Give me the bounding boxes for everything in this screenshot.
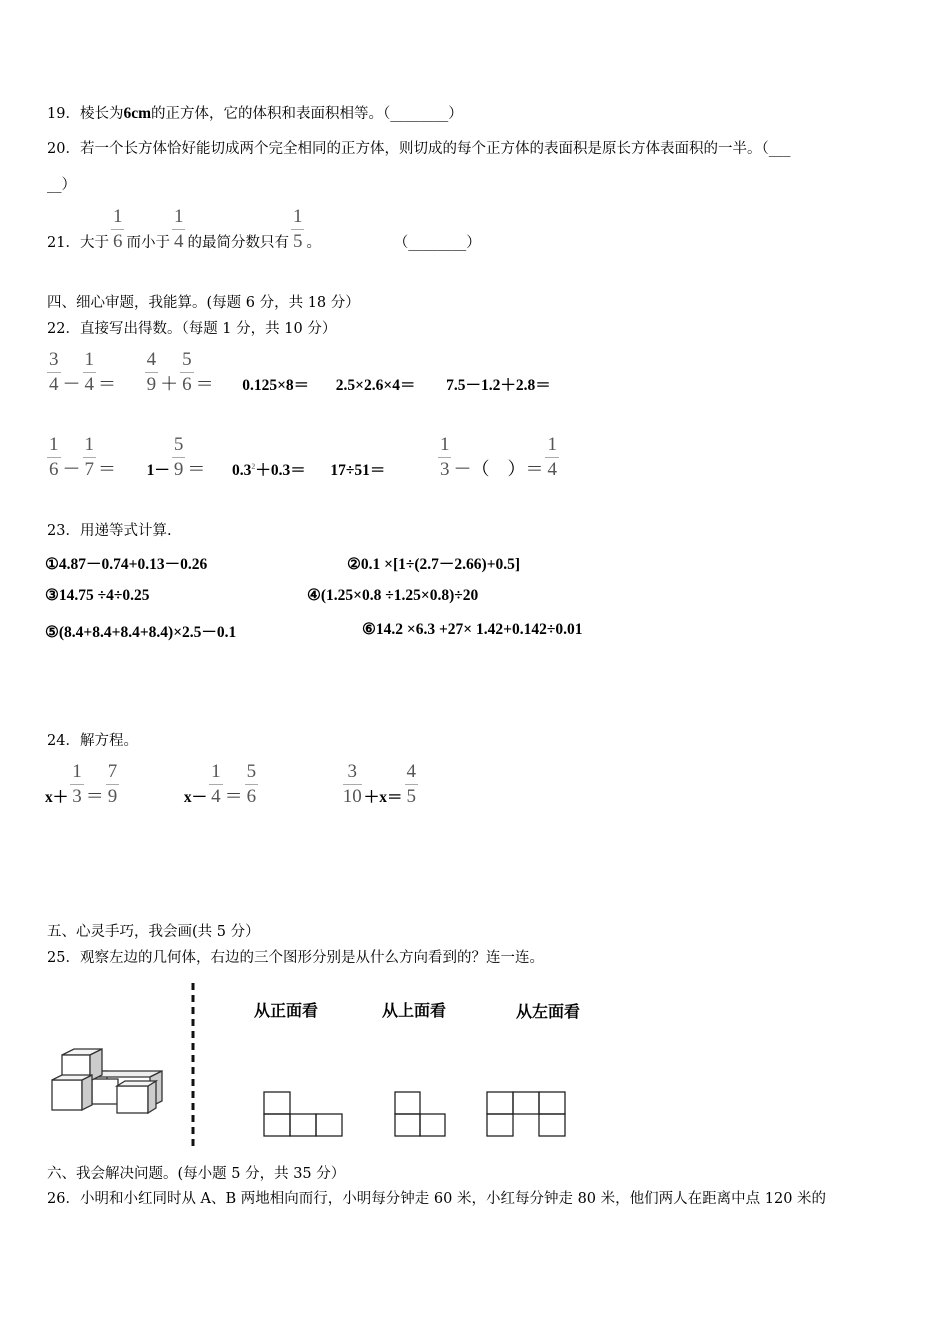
top-view-grid[interactable] bbox=[395, 1092, 445, 1136]
question-22 bbox=[47, 317, 336, 338]
equation-row bbox=[45, 760, 420, 809]
fraction bbox=[245, 760, 259, 809]
numerator: 1 bbox=[438, 433, 452, 458]
calc-item: ①4.87－0.74+0.13－0.26 bbox=[45, 556, 208, 573]
numerator: 1 bbox=[209, 760, 223, 785]
denominator: 4 bbox=[211, 786, 221, 807]
numerator: 5 bbox=[172, 433, 186, 458]
fraction bbox=[83, 433, 97, 482]
operator: － bbox=[62, 459, 81, 479]
label-front-view[interactable]: 从正面看 bbox=[254, 1001, 319, 1020]
denominator: 4 bbox=[84, 374, 94, 395]
q-text-bold: 6cm bbox=[123, 105, 151, 122]
fraction bbox=[145, 348, 159, 397]
denominator: 6 bbox=[246, 786, 257, 807]
numerator: 1 bbox=[172, 205, 186, 230]
q-text: 解方程。 bbox=[79, 733, 138, 749]
numerator: 1 bbox=[83, 433, 97, 458]
operator: ＝ bbox=[98, 459, 116, 479]
calc-item bbox=[232, 462, 306, 479]
equation-1 bbox=[45, 761, 121, 807]
calc-item bbox=[146, 434, 206, 480]
calc-item bbox=[143, 349, 214, 395]
q-text: 小明和小红同时从 A、B 两地相向而行，小明每分钟走 60 米，小红每分钟走 80 米，他们两人在距离中点 120 米的 bbox=[79, 1191, 827, 1207]
q-number: 24． bbox=[47, 733, 80, 749]
q-number: 19． bbox=[47, 106, 80, 122]
left-view-grid[interactable] bbox=[487, 1092, 565, 1136]
q-text: 的最简分数只有 bbox=[187, 235, 289, 251]
q-text: 大于 bbox=[79, 235, 109, 251]
calc-item bbox=[45, 349, 116, 395]
operator: － bbox=[62, 374, 81, 394]
fraction bbox=[47, 433, 61, 482]
fraction bbox=[405, 760, 419, 809]
denominator: 10 bbox=[342, 786, 362, 807]
section-heading: 四、细心审题，我能算。(每题 6 分，共 18 分） bbox=[47, 295, 360, 311]
q-number: 23． bbox=[47, 523, 80, 539]
numerator: 4 bbox=[405, 760, 419, 785]
text: ＋x＝ bbox=[363, 789, 403, 806]
operator: ＝ bbox=[224, 786, 243, 806]
fraction bbox=[83, 348, 97, 397]
fraction bbox=[106, 760, 120, 809]
denominator: 9 bbox=[146, 374, 157, 395]
denominator: 6 bbox=[112, 231, 123, 252]
numerator: 1 bbox=[291, 205, 305, 230]
fraction bbox=[111, 205, 125, 254]
fraction bbox=[172, 205, 186, 254]
operator: ＝ bbox=[85, 786, 104, 806]
denominator: 6 bbox=[182, 374, 192, 395]
section-heading: 五、心灵手巧，我会画(共 5 分） bbox=[47, 924, 260, 940]
front-view-grid[interactable] bbox=[264, 1092, 342, 1136]
fraction bbox=[545, 433, 559, 482]
denominator: 9 bbox=[173, 459, 184, 480]
calc-item bbox=[45, 434, 116, 480]
cube-solid[interactable] bbox=[52, 1049, 162, 1113]
q-text: 直接写出得数。（每题 1 分，共 10 分） bbox=[79, 321, 337, 337]
numerator: 5 bbox=[180, 348, 194, 373]
answer-blank[interactable]: （________） bbox=[400, 235, 481, 251]
operator: ＝ bbox=[98, 374, 116, 394]
question-20 bbox=[47, 137, 790, 158]
q-number: 21． bbox=[47, 235, 80, 251]
q-text: 观察左边的几何体，右边的三个图形分别是从什么方向看到的？连一连。 bbox=[79, 950, 544, 966]
text: 0.3 bbox=[231, 462, 252, 479]
question-19 bbox=[47, 102, 463, 123]
calc-row-2 bbox=[45, 433, 561, 482]
numerator: 1 bbox=[83, 348, 97, 373]
calc-item: ②0.1 ×[1÷(2.7－2.66)+0.5] bbox=[347, 556, 521, 573]
denominator: 4 bbox=[49, 374, 59, 395]
q-text: 棱长为 bbox=[79, 106, 124, 122]
denominator: 6 bbox=[49, 459, 59, 480]
q-number: 20． bbox=[47, 141, 80, 157]
q-text: 而小于 bbox=[126, 235, 170, 251]
q-text: 的正方体，它的体积和表面积相等。（________） bbox=[151, 106, 463, 122]
denominator: 5 bbox=[406, 786, 417, 807]
calc-row-1 bbox=[45, 348, 551, 397]
numerator: 1 bbox=[111, 205, 125, 230]
label-top-view[interactable]: 从上面看 bbox=[382, 1001, 447, 1020]
calc-item: ⑥14.2 ×6.3 +27× 1.42+0.142÷0.01 bbox=[362, 621, 583, 638]
question-25 bbox=[47, 946, 544, 967]
fraction bbox=[172, 433, 186, 482]
calc-item: ⑤(8.4+8.4+8.4+8.4)×2.5－0.1 bbox=[45, 624, 237, 641]
views-figure bbox=[0, 975, 620, 1155]
exponent: 2 bbox=[251, 461, 256, 471]
denominator: 5 bbox=[292, 231, 303, 252]
numerator: 3 bbox=[47, 348, 61, 373]
calc-item: ③14.75 ÷4÷0.25 bbox=[45, 587, 150, 604]
fraction bbox=[47, 348, 61, 397]
q-text: 。 bbox=[306, 235, 321, 251]
calc-item: 7.5－1.2＋2.8＝ bbox=[446, 377, 551, 394]
operator: ＋ bbox=[160, 374, 179, 394]
numerator: 5 bbox=[245, 760, 259, 785]
denominator: 7 bbox=[84, 459, 94, 480]
q-number: 22． bbox=[47, 321, 80, 337]
fraction bbox=[343, 760, 362, 809]
numerator: 1 bbox=[47, 433, 61, 458]
calc-item: 2.5×2.6×4＝ bbox=[335, 377, 416, 394]
denominator: 4 bbox=[547, 459, 557, 480]
equation-2 bbox=[183, 761, 260, 807]
numerator: 1 bbox=[545, 433, 559, 458]
equation-3 bbox=[341, 761, 420, 807]
operator: ＝ bbox=[195, 374, 214, 394]
text: x＋ bbox=[45, 789, 69, 806]
fraction bbox=[438, 433, 452, 482]
operator[interactable]: －（ ）＝ bbox=[453, 459, 544, 479]
calc-item: 17÷51＝ bbox=[330, 462, 386, 479]
calc-item: ④(1.25×0.8 ÷1.25×0.8)÷20 bbox=[307, 587, 479, 604]
numerator: 7 bbox=[106, 760, 120, 785]
calc-item bbox=[436, 434, 561, 480]
calc-item: 0.125×8＝ bbox=[242, 377, 310, 394]
question-24 bbox=[47, 729, 138, 750]
q-text: 用递等式计算. bbox=[79, 523, 172, 539]
denominator: 4 bbox=[173, 231, 184, 252]
q-number: 26． bbox=[47, 1191, 80, 1207]
text: 1－ bbox=[146, 462, 170, 479]
fraction bbox=[70, 760, 84, 809]
operator: ＝ bbox=[187, 459, 206, 479]
question-26 bbox=[47, 1187, 826, 1208]
section-heading: 六、我会解决问题。(每小题 5 分，共 35 分） bbox=[47, 1166, 346, 1182]
text: x－ bbox=[183, 789, 208, 806]
q-number: 25． bbox=[47, 950, 80, 966]
numerator: 1 bbox=[70, 760, 84, 785]
denominator: 3 bbox=[439, 459, 450, 480]
numerator: 3 bbox=[343, 760, 362, 785]
denominator: 9 bbox=[107, 786, 118, 807]
denominator: 3 bbox=[72, 786, 82, 807]
numerator: 4 bbox=[145, 348, 159, 373]
fraction bbox=[180, 348, 194, 397]
question-21 bbox=[47, 205, 481, 254]
label-left-view[interactable]: 从左面看 bbox=[516, 1002, 581, 1021]
fraction bbox=[291, 205, 305, 254]
text: ＋0.3＝ bbox=[255, 462, 306, 479]
q-text: 若一个长方体恰好能切成两个完全相同的正方体，则切成的每个正方体的表面积是原长方体表面积的一半。（___ bbox=[79, 141, 791, 157]
fraction bbox=[209, 760, 223, 809]
q20-continuation: __） bbox=[47, 177, 76, 193]
question-23 bbox=[47, 519, 172, 540]
